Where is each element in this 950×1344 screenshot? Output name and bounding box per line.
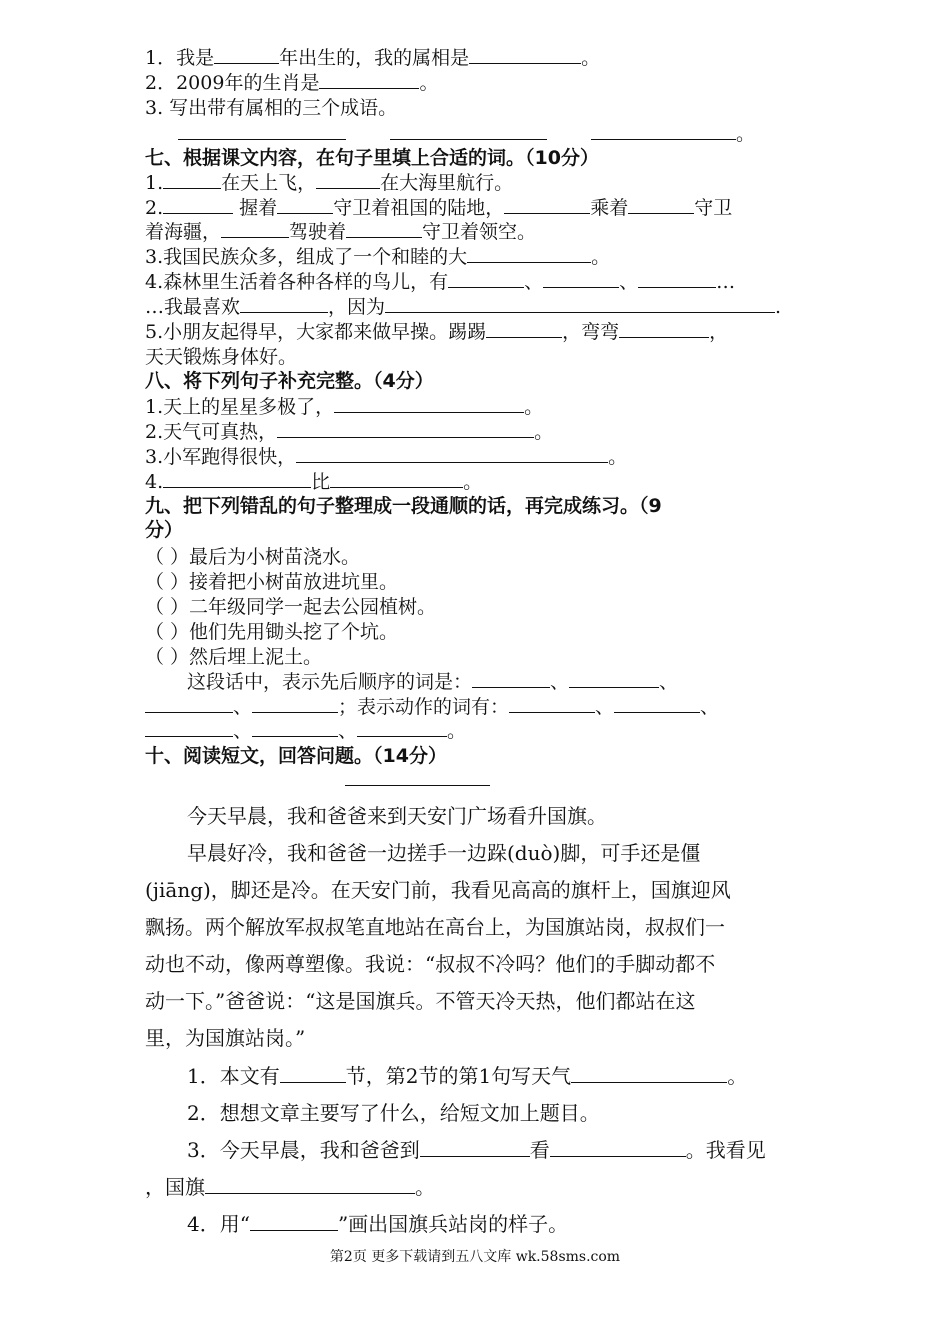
story-paragraph-2-line: 动一下。”爸爸说：“这是国旗兵。不管天冷天热，他们都站在这 <box>145 989 696 1013</box>
answer-blank[interactable] <box>316 171 380 189</box>
answer-blank[interactable] <box>252 695 338 713</box>
answer-blank[interactable] <box>504 196 590 214</box>
story-paragraph-2-line: 飘扬。两个解放军叔叔笔直地站在高台上，为国旗站岗，叔叔们一 <box>145 915 725 939</box>
section8-title: 八、将下列句子补充完整。（4分） <box>145 370 434 392</box>
answer-blank[interactable] <box>550 1139 686 1157</box>
answer-blank[interactable] <box>252 719 338 737</box>
story-paragraph-2-line: 里，为国旗站岗。” <box>145 1026 306 1050</box>
story-paragraph-2-line: (jiāng)，脚还是冷。在天安门前，我看见高高的旗杆上，国旗迎风 <box>145 878 731 902</box>
answer-blank[interactable] <box>390 122 547 140</box>
section8-sentence2: 2.天气可真热， 。 <box>145 421 554 443</box>
answer-blank[interactable] <box>163 470 311 488</box>
answer-blank[interactable] <box>163 171 221 189</box>
section8-sentence4: 4. 比 。 <box>145 471 483 493</box>
section9-item[interactable]: （ ）最后为小树苗浇水。 <box>145 546 361 568</box>
section7-line2: 2. 握着 守卫着祖国的陆地， 乘着 守卫 <box>145 197 733 219</box>
answer-blank[interactable] <box>178 122 346 140</box>
answer-blank[interactable] <box>591 122 736 140</box>
answer-blank[interactable] <box>163 196 233 214</box>
answer-blank[interactable] <box>280 1065 346 1083</box>
answer-blank[interactable] <box>221 220 289 238</box>
story-paragraph-2-line: 动也不动，像两尊塑像。我说：“叔叔不冷吗？他们的手脚动都不 <box>145 952 716 976</box>
answer-blank[interactable] <box>296 445 608 463</box>
answer-blank[interactable] <box>486 320 562 338</box>
section8-sentence3: 3.小军跑得很快， 。 <box>145 446 628 468</box>
page-footer: 第2页 更多下载请到五八文库 wk.58sms.com <box>329 1249 621 1265</box>
answer-blank[interactable] <box>472 670 550 688</box>
answer-blank[interactable] <box>346 220 422 238</box>
answer-blank[interactable] <box>240 295 328 313</box>
answer-blank[interactable] <box>319 71 419 89</box>
answer-blank[interactable] <box>277 420 534 438</box>
section9-question-line1: 这段话中，表示先后顺序的词是： 、 、 <box>187 671 679 693</box>
zodiac-q3-blanks: 。 <box>178 122 755 146</box>
zodiac-q1: 1．我是 年出生的，我的属相是 。 <box>145 47 601 69</box>
section7-line8: 天天锻炼身体好。 <box>145 346 298 368</box>
answer-blank[interactable] <box>509 695 595 713</box>
section9-question-line3: 、 、 。 <box>145 719 466 743</box>
answer-blank[interactable] <box>205 1176 415 1194</box>
answer-blank[interactable] <box>420 1139 530 1157</box>
reading-q2: 2．想想文章主要写了什么，给短文加上题目。 <box>187 1101 600 1125</box>
section7-line5: 4.森林里生活着各种各样的鸟儿，有 、 、 … <box>145 271 736 293</box>
section7-line7: 5.小朋友起得早，大家都来做早操。踢踢 ，弯弯 ， <box>145 321 729 343</box>
reading-q3-cont: ，国旗 。 <box>145 1175 435 1199</box>
zodiac-q2: 2．2009年的生肖是 。 <box>145 72 439 94</box>
section8-sentence1: 1.天上的星星多极了， 。 <box>145 396 544 418</box>
reading-q1: 1．本文有 节，第2节的第1句写天气 。 <box>187 1064 748 1088</box>
answer-blank[interactable] <box>145 719 233 737</box>
zodiac-q3: 3. 写出带有属相的三个成语。 <box>145 97 398 119</box>
answer-blank[interactable] <box>277 196 333 214</box>
section9-item[interactable]: （ ）他们先用锄头挖了个坑。 <box>145 621 399 643</box>
answer-blank[interactable] <box>571 1065 727 1083</box>
section9-title: 九、把下列错乱的句子整理成一段通顺的话，再完成练习。（9 <box>145 495 662 517</box>
section9-question-line2: 、 ；表示动作的词有： 、 、 <box>145 695 719 719</box>
answer-blank[interactable] <box>638 270 716 288</box>
answer-blank[interactable] <box>214 46 279 64</box>
answer-blank[interactable] <box>628 196 694 214</box>
section7-line3: 着海疆， 驾驶着 守卫着领空。 <box>145 221 537 243</box>
section9-item[interactable]: （ ）然后埋上泥土。 <box>145 646 323 668</box>
answer-blank[interactable] <box>619 320 709 338</box>
answer-blank[interactable] <box>385 295 775 313</box>
section10-title: 十、阅读短文，回答问题。（14分） <box>145 745 447 767</box>
section7-line4: 3.我国民族众多，组成了一个和睦的大 。 <box>145 246 611 268</box>
section7-line1: 1. 在天上飞， 在大海里航行。 <box>145 172 514 194</box>
story-paragraph-1: 今天早晨，我和爸爸来到天安门广场看升国旗。 <box>187 804 607 828</box>
section9-title-cont: 分） <box>145 519 184 541</box>
answer-blank[interactable] <box>448 270 524 288</box>
answer-blank[interactable] <box>145 695 233 713</box>
answer-blank[interactable] <box>330 470 463 488</box>
answer-blank[interactable] <box>569 670 659 688</box>
story-paragraph-2-line: 早晨好冷，我和爸爸一边搓手一边跺(duò)脚，可手还是僵 <box>187 841 701 865</box>
answer-blank[interactable] <box>614 695 700 713</box>
section9-item[interactable]: （ ）接着把小树苗放进坑里。 <box>145 571 399 593</box>
section7-line6: …我最喜欢 ，因为 . <box>145 296 782 318</box>
section7-title: 七、根据课文内容，在句子里填上合适的词。（10分） <box>145 147 599 169</box>
answer-blank[interactable] <box>469 46 581 64</box>
answer-blank[interactable] <box>250 1213 338 1231</box>
reading-q4: 4．用“ ”画出国旗兵站岗的样子。 <box>187 1212 569 1236</box>
section9-item[interactable]: （ ）二年级同学一起去公园植树。 <box>145 596 437 618</box>
reading-q3: 3．今天早晨，我和爸爸到 看 。我看见 <box>187 1138 766 1162</box>
story-title-blank[interactable] <box>345 785 490 786</box>
answer-blank[interactable] <box>357 719 447 737</box>
answer-blank[interactable] <box>543 270 619 288</box>
answer-blank[interactable] <box>334 395 524 413</box>
answer-blank[interactable] <box>467 245 591 263</box>
